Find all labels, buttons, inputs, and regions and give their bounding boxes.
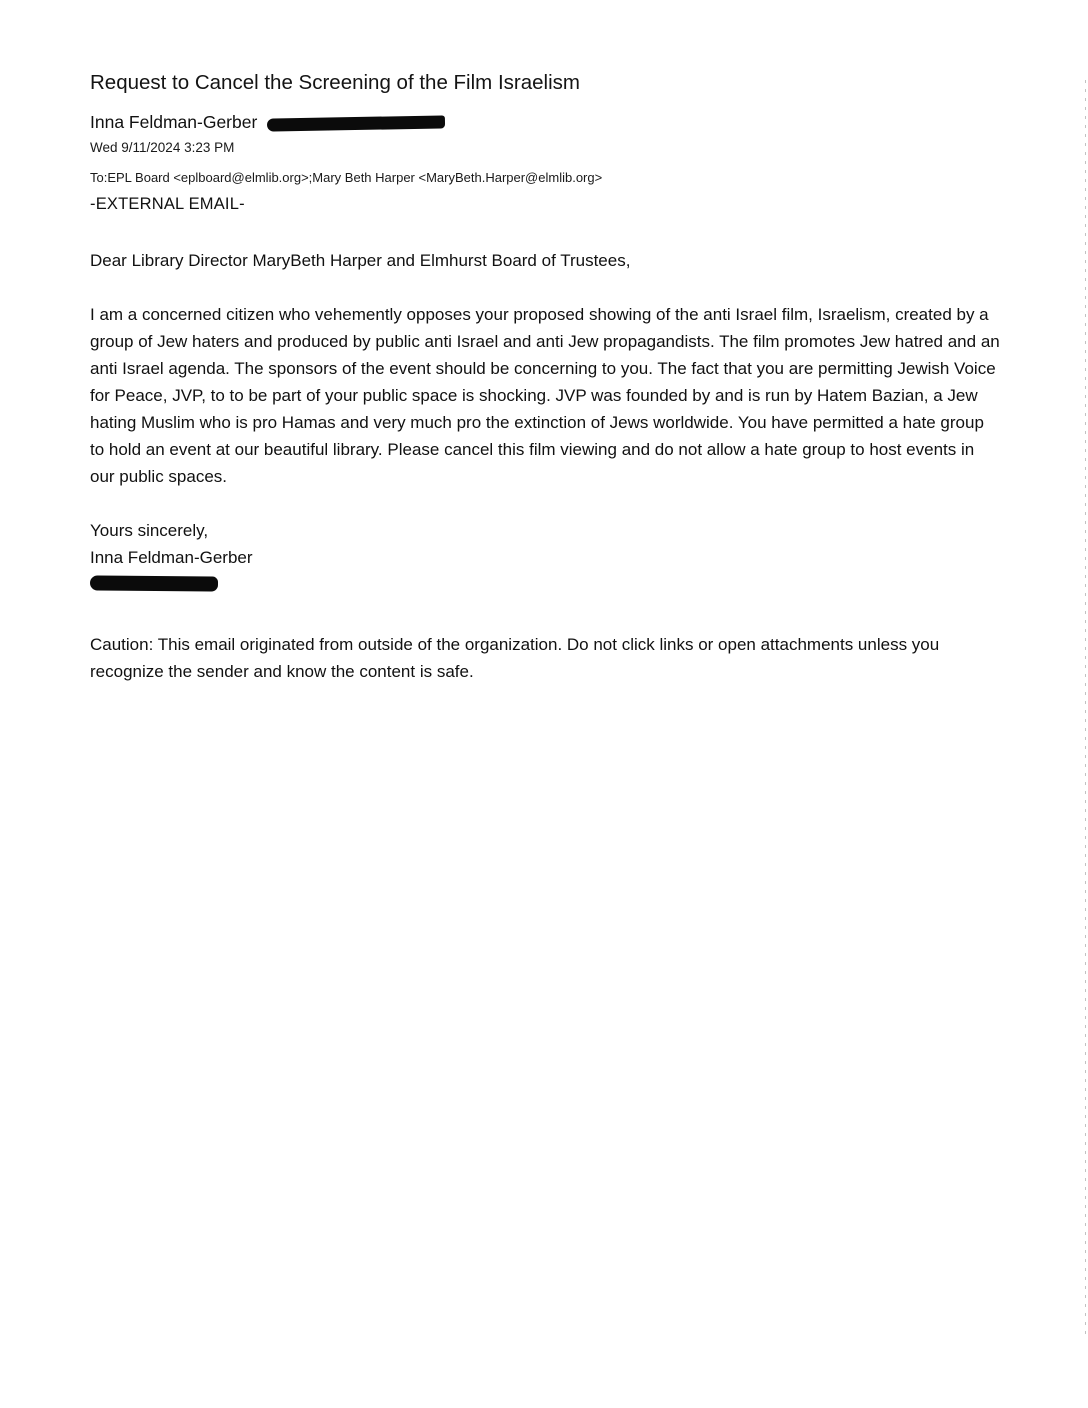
- email-body-paragraph: I am a concerned citizen who vehemently opposes your proposed showing of the anti Israel film, Israelism, created by a group of Jew haters and produced by public anti Israel and anti Jew propagandists. The film promotes Jew hatred and an anti Israel agenda. The sponsors of the event should be concerning to you. The fact that you are permitting Jewish Voice for Peace, JVP, to to be part of your public space is shocking. JVP was founded by and is run by Hatem Bazian, a Jew hating Muslim who is pro Hamas and very much pro the extinction of Jews worldwide. You have permitted a hate group to hold an event at our beautiful library. Please cancel this film viewing and do not allow a hate group to host events in our public spaces.: [90, 305, 1000, 486]
- email-printout: [90, 68, 1000, 685]
- signature-name: Inna Feldman-Gerber: [90, 548, 253, 567]
- email-recipients: To:EPL Board <eplboard@elmlib.org>;Mary Beth Harper <MaryBeth.Harper@elmlib.org>: [90, 170, 603, 185]
- email-closing: Yours sincerely,: [90, 521, 209, 540]
- email-body: [90, 247, 1000, 599]
- external-email-banner: -EXTERNAL EMAIL-: [90, 195, 245, 213]
- scan-edge-artifact: [1085, 80, 1086, 1340]
- sender-row: [90, 110, 1000, 134]
- caution-notice: Caution: This email originated from outside of the organization. Do not click links or open attachments unless you recognize the sender and know the content is safe.: [90, 635, 940, 681]
- email-subject: Request to Cancel the Screening of the Film Israelism: [90, 71, 580, 94]
- email-greeting: Dear Library Director MaryBeth Harper and Elmhurst Board of Trustees,: [90, 251, 631, 270]
- redacted-signature-contact: [90, 575, 218, 591]
- redacted-sender-email: [267, 115, 445, 131]
- sender-name: Inna Feldman-Gerber: [90, 112, 258, 132]
- email-date: Wed 9/11/2024 3:23 PM: [90, 140, 235, 155]
